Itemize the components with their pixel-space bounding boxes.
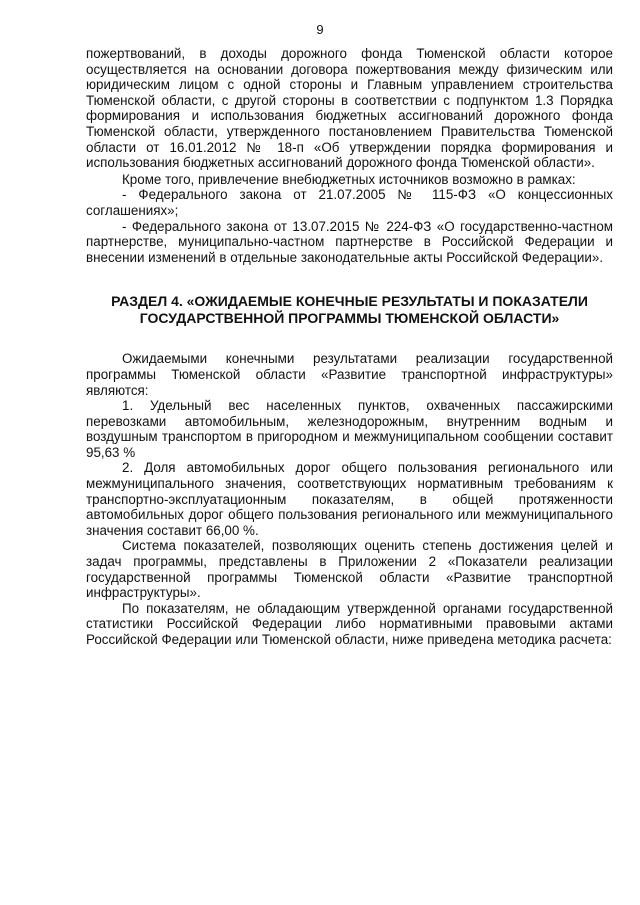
paragraph-result-2: 2. Доля автомобильных дорог общего пользования регионального или межмуниципального значения, соответствующих нормативным требованиям к транспортно-эксплуатационным показателям, в общей протяженности автомобильных дорог общего пользования регионального или межмуниципального значения составит 66,00 %. <box>86 460 613 538</box>
paragraph-law-224: - Федерального закона от 13.07.2015 № 224-ФЗ «О государственно-частном партнерстве, муниципально-частном партнерстве в Российской Федерации и внесении изменений в отдельные законодательные акты Российской Федерации». <box>86 218 613 265</box>
paragraph-result-1: 1. Удельный вес населенных пунктов, охваченных пассажирскими перевозками автомобильным, железнодорожным, внутренним водным и воздушным транспортом в пригородном и межмуниципальном сообщении составит 95,63 % <box>86 398 613 460</box>
section-title: РАЗДЕЛ 4. «ОЖИДАЕМЫЕ КОНЕЧНЫЕ РЕЗУЛЬТАТЫ И ПОКАЗАТЕЛИ ГОСУДАРСТВЕННОЙ ПРОГРАММЫ ТЮМЕНСКОЙ ОБЛАСТИ» <box>111 293 588 327</box>
paragraph-expected-results: Ожидаемыми конечными результатами реализации государственной программы Тюменской области «Развитие транспортной инфраструктуры» являются: <box>86 351 613 398</box>
paragraph-extrabudgetary-intro: Кроме того, привлечение внебюджетных источников возможно в рамках: <box>122 171 576 187</box>
document-body <box>86 46 613 648</box>
paragraph-indicator-system: Система показателей, позволяющих оценить степень достижения целей и задач программы, представлены в Приложении 2 «Показатели реализации государственной программы Тюменской области «Развитие транспортной инфраструктуры». <box>86 538 613 601</box>
paragraph-law-115: - Федерального закона от 21.07.2005 № 115-ФЗ «О концессионных соглашениях»; <box>86 187 613 218</box>
page-number: 9 <box>316 22 324 37</box>
paragraph-donations: пожертвований, в доходы дорожного фонда Тюменской области которое осуществляется на основании договора пожертвования между физическим или юридическим лицом с одной стороны и Главным управлением строительства Тюменской области, с другой стороны в соответствии с подпунктом 1.3 Порядка формирования и использования бюджетных ассигнований дорожного фонда Тюменской области, утвержденного постановлением Правительства Тюменской области от 16.01.2012 № 18-п «Об утверждении порядка формирования и использования бюджетных ассигнований дорожного фонда Тюменской области». <box>86 46 613 171</box>
paragraph-methodology: По показателям, не обладающим утвержденной органами государственной статистики Российской Федерации либо нормативными правовыми актами Российской Федерации или Тюменской области, ниже приведена методика расчета: <box>86 600 613 647</box>
